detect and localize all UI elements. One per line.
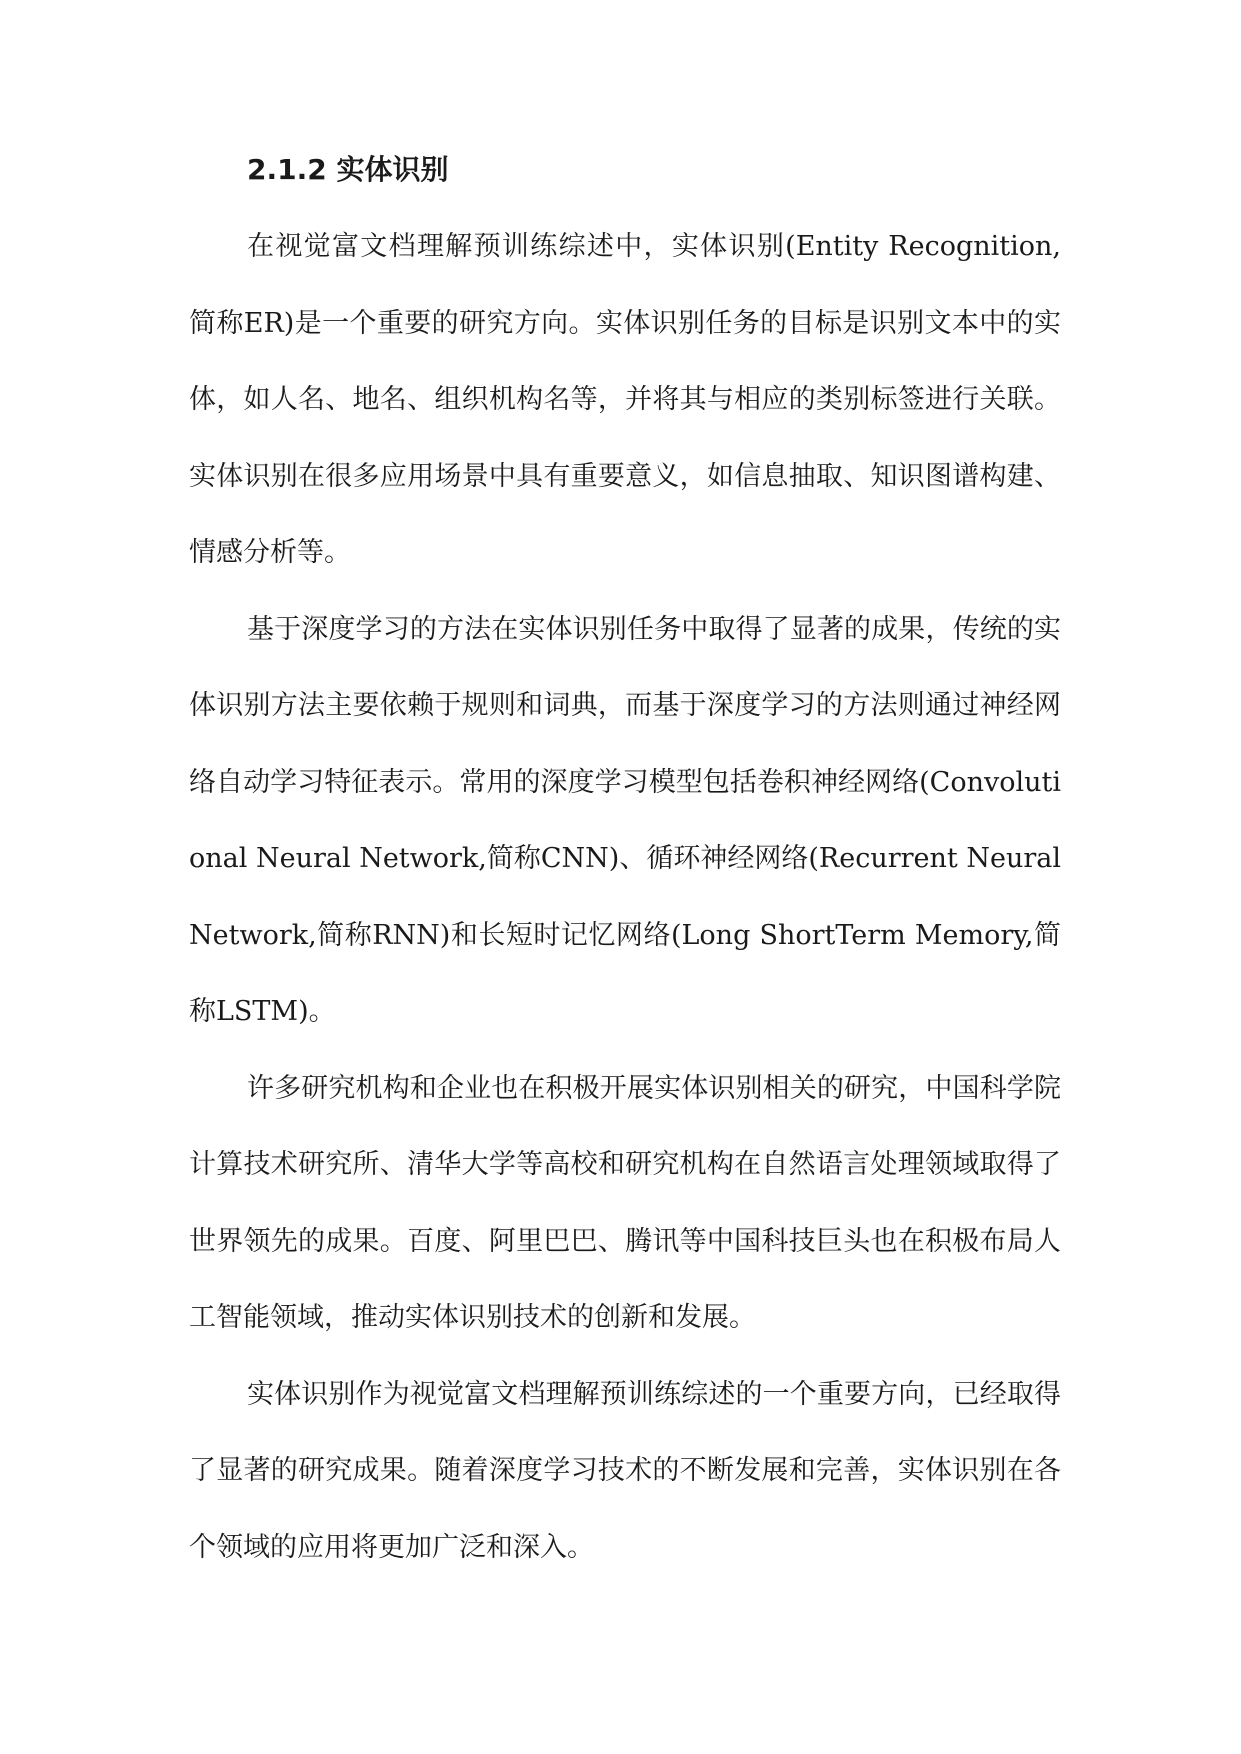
section-heading: 2.1.2 实体识别 <box>247 153 449 186</box>
section-body <box>189 140 1061 1586</box>
paragraph-deep-learning-methods: 基于深度学习的方法在实体识别任务中取得了显著的成果，传统的实体识别方法主要依赖于规则和词典，而基于深度学习的方法则通过神经网络自动学习特征表示。常用的深度学习模型包括卷积神经网络(Convolutional Neural Network,简称CNN)、循环神经网络(Recurrent Neural Network,简称RNN)和长短时记忆网络(Long ShortTerm Memory,简称LSTM)。 <box>189 613 1061 1027</box>
paragraph-entity-recognition-intro: 在视觉富文档理解预训练综述中，实体识别(Entity Recognition,简称ER)是一个重要的研究方向。实体识别任务的目标是识别文本中的实体，如人名、地名、组织机构名等，并将其与相应的类别标签进行关联。实体识别在很多应用场景中具有重要意义，如信息抽取、知识图谱构建、情感分析等。 <box>189 231 1061 568</box>
paragraph-research-institutions: 许多研究机构和企业也在积极开展实体识别相关的研究，中国科学院计算技术研究所、清华大学等高校和研究机构在自然语言处理领域取得了世界领先的成果。百度、阿里巴巴、腾讯等中国科技巨头也在积极布局人工智能领域，推动实体识别技术的创新和发展。 <box>189 1072 1061 1333</box>
paragraph-conclusion: 实体识别作为视觉富文档理解预训练综述的一个重要方向，已经取得了显著的研究成果。随着深度学习技术的不断发展和完善，实体识别在各个领域的应用将更加广泛和深入。 <box>189 1378 1061 1563</box>
